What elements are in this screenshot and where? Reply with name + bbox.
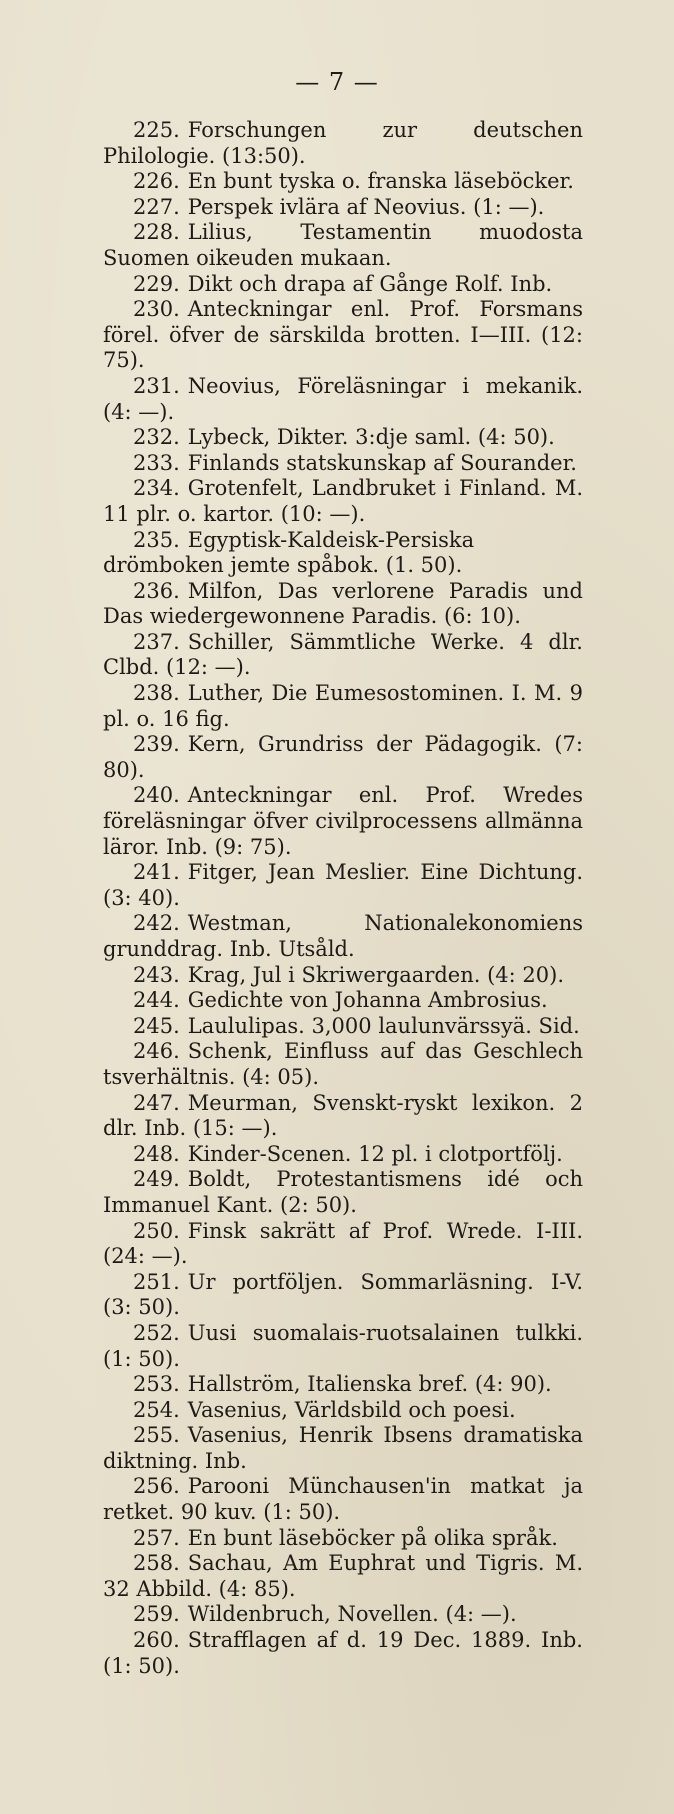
entry-text: Vasenius, Världsbild och poesi. <box>187 1397 516 1422</box>
catalog-entry <box>103 169 583 195</box>
entry-text: Meurman, Svenskt-ryskt lexikon. 2 dlr. Inb. (15: —). <box>103 1090 583 1141</box>
entry-text: Krag, Jul i Skriwergaarden. (4: 20). <box>187 962 565 987</box>
catalog-entry <box>103 220 583 271</box>
entry-number: 234. <box>133 476 180 501</box>
page-number: — 7 — <box>295 68 379 96</box>
entry-number: 240. <box>133 783 180 808</box>
entry-number: 259. <box>133 1602 180 1627</box>
catalog-entry <box>103 732 583 783</box>
catalog-entry <box>103 988 583 1014</box>
catalog-entry <box>103 1270 583 1321</box>
catalog-entry <box>103 1014 583 1040</box>
catalog-entry <box>103 374 583 425</box>
entry-text: Hallström, Italienska bref. (4: 90). <box>187 1372 552 1397</box>
entry-number: 226. <box>133 169 180 194</box>
entry-number: 246. <box>133 1039 180 1064</box>
entry-text: Wildenbruch, Novellen. (4: —). <box>187 1602 517 1627</box>
catalog-entry <box>103 1423 583 1474</box>
entry-text: Finlands statskunskap af Sourander. <box>187 450 577 475</box>
entry-text: En bunt läseböcker på olika språk. <box>187 1525 558 1550</box>
entry-text: Egyptisk-Kaldeisk-Persiska drömboken jemte spåbok. (1. 50). <box>103 527 475 578</box>
entry-number: 228. <box>133 220 180 245</box>
entry-number: 248. <box>133 1141 180 1166</box>
entry-text: Ur portföljen. Sommarläsning. I-V. (3: 50). <box>103 1269 583 1320</box>
entry-text: Kinder-Scenen. 12 pl. i clotportfölj. <box>187 1141 563 1166</box>
entry-number: 260. <box>133 1628 180 1653</box>
entry-text: Westman, Nationalekonomiens grunddrag. Inb. Utsåld. <box>103 911 583 961</box>
entry-text: Luther, Die Eumesostominen. I. M. 9 pl. o. 16 fig. <box>103 681 583 731</box>
entry-number: 237. <box>133 629 180 654</box>
entry-number: 254. <box>133 1397 180 1422</box>
entry-number: 252. <box>133 1320 180 1345</box>
entry-text: Laululipas. 3,000 laulunvärssyä. Sid. <box>187 1013 580 1038</box>
catalog-entry <box>103 1398 583 1424</box>
entry-number: 249. <box>133 1167 180 1192</box>
entry-number: 247. <box>133 1090 180 1115</box>
entry-number: 229. <box>133 271 180 296</box>
entry-text: En bunt tyska o. franska läseböcker. <box>187 169 574 194</box>
catalog-entry <box>103 1628 583 1679</box>
entry-text: Uusi suomalais-ruotsalainen tulkki. (1: 50). <box>103 1320 583 1371</box>
catalog-entry <box>103 860 583 911</box>
catalog-entry <box>103 1474 583 1525</box>
catalog-entry <box>103 476 583 527</box>
entry-text: Perspek ivlära af Neovius. (1: —). <box>187 194 545 219</box>
catalog-entry-list <box>103 118 583 1679</box>
entry-text: Schenk, Einfluss auf das Geschlech tsverhältnis. (4: 05). <box>103 1039 583 1089</box>
catalog-entry <box>103 1219 583 1270</box>
catalog-entry <box>103 1602 583 1628</box>
entry-text: Gedichte von Johanna Ambrosius. <box>187 988 548 1013</box>
catalog-entry <box>103 963 583 989</box>
entry-text: Fitger, Jean Meslier. Eine Dichtung. (3: 40). <box>103 860 583 910</box>
entry-text: Parooni Münchausen'in matkat ja retket. 90 kuv. (1: 50). <box>103 1474 583 1525</box>
catalog-entry <box>103 630 583 681</box>
entry-text: Forschungen zur deutschen Philologie. (13:50). <box>103 118 583 168</box>
entry-text: Finsk sakrätt af Prof. Wrede. I-III. (24: —). <box>103 1218 583 1269</box>
entry-number: 233. <box>133 450 180 475</box>
entry-text: Milfon, Das verlorene Paradis und Das wiedergewonnene Paradis. (6: 10). <box>103 578 583 629</box>
catalog-entry <box>103 528 583 579</box>
catalog-entry <box>103 451 583 477</box>
catalog-entry <box>103 681 583 732</box>
entry-number: 235. <box>133 527 180 552</box>
catalog-entry <box>103 195 583 221</box>
catalog-entry <box>103 118 583 169</box>
entry-number: 243. <box>133 962 180 987</box>
entry-number: 238. <box>133 681 180 706</box>
catalog-entry <box>103 272 583 298</box>
catalog-entry <box>103 1372 583 1398</box>
entry-text: Anteckningar enl. Prof. Forsmans förel. öfver de särskilda brotten. I—III. (12: 75). <box>103 297 583 373</box>
entry-number: 239. <box>133 732 180 757</box>
catalog-entry <box>103 1142 583 1168</box>
entry-number: 258. <box>133 1551 180 1576</box>
entry-number: 241. <box>133 860 180 885</box>
entry-number: 251. <box>133 1269 180 1294</box>
entry-text: Schiller, Sämmtliche Werke. 4 dlr. Clbd. (12: —). <box>103 629 583 680</box>
entry-text: Dikt och drapa af Gånge Rolf. Inb. <box>187 271 553 296</box>
entry-number: 231. <box>133 373 180 398</box>
catalog-entry <box>103 579 583 630</box>
entry-text: Kern, Grundriss der Pädagogik. (7: 80). <box>103 732 583 782</box>
catalog-entry <box>103 1091 583 1142</box>
entry-text: Anteckningar enl. Prof. Wredes föreläsningar öfver civilprocessens allmänna läror. Inb. (9: 75). <box>103 783 583 859</box>
entry-number: 230. <box>133 297 180 322</box>
catalog-entry <box>103 783 583 860</box>
catalog-entry <box>103 425 583 451</box>
catalog-entry <box>103 1551 583 1602</box>
catalog-entry <box>103 911 583 962</box>
entry-text: Strafflagen af d. 19 Dec. 1889. Inb. (1: 50). <box>103 1628 583 1678</box>
entry-number: 225. <box>133 118 180 142</box>
entry-text: Lybeck, Dikter. 3:dje saml. (4: 50). <box>187 425 555 450</box>
entry-text: Vasenius, Henrik Ibsens dramatiska diktning. Inb. <box>103 1423 583 1473</box>
catalog-entry <box>103 1167 583 1218</box>
entry-number: 255. <box>133 1423 180 1448</box>
entry-number: 236. <box>133 578 180 603</box>
entry-number: 256. <box>133 1474 180 1499</box>
entry-number: 253. <box>133 1372 180 1397</box>
catalog-entry <box>103 1526 583 1552</box>
entry-text: Sachau, Am Euphrat und Tigris. M. 32 Abbild. (4: 85). <box>103 1551 583 1601</box>
entry-text: Neovius, Föreläsningar i mekanik. (4: —). <box>103 373 583 424</box>
entry-number: 257. <box>133 1525 180 1550</box>
entry-text: Boldt, Protestantismens idé och Immanuel Kant. (2: 50). <box>103 1167 583 1217</box>
entry-number: 227. <box>133 194 180 219</box>
entry-number: 245. <box>133 1013 180 1038</box>
entry-text: Grotenfelt, Landbruket i Finland. M. 11 plr. o. kartor. (10: —). <box>103 476 583 526</box>
catalog-entry <box>103 297 583 374</box>
catalog-entry <box>103 1321 583 1372</box>
entry-number: 244. <box>133 988 180 1013</box>
entry-number: 242. <box>133 911 180 936</box>
catalog-entry <box>103 1039 583 1090</box>
entry-number: 232. <box>133 425 180 450</box>
entry-text: Lilius, Testamentin muodosta Suomen oikeuden mukaan. <box>103 220 583 270</box>
entry-number: 250. <box>133 1218 180 1243</box>
